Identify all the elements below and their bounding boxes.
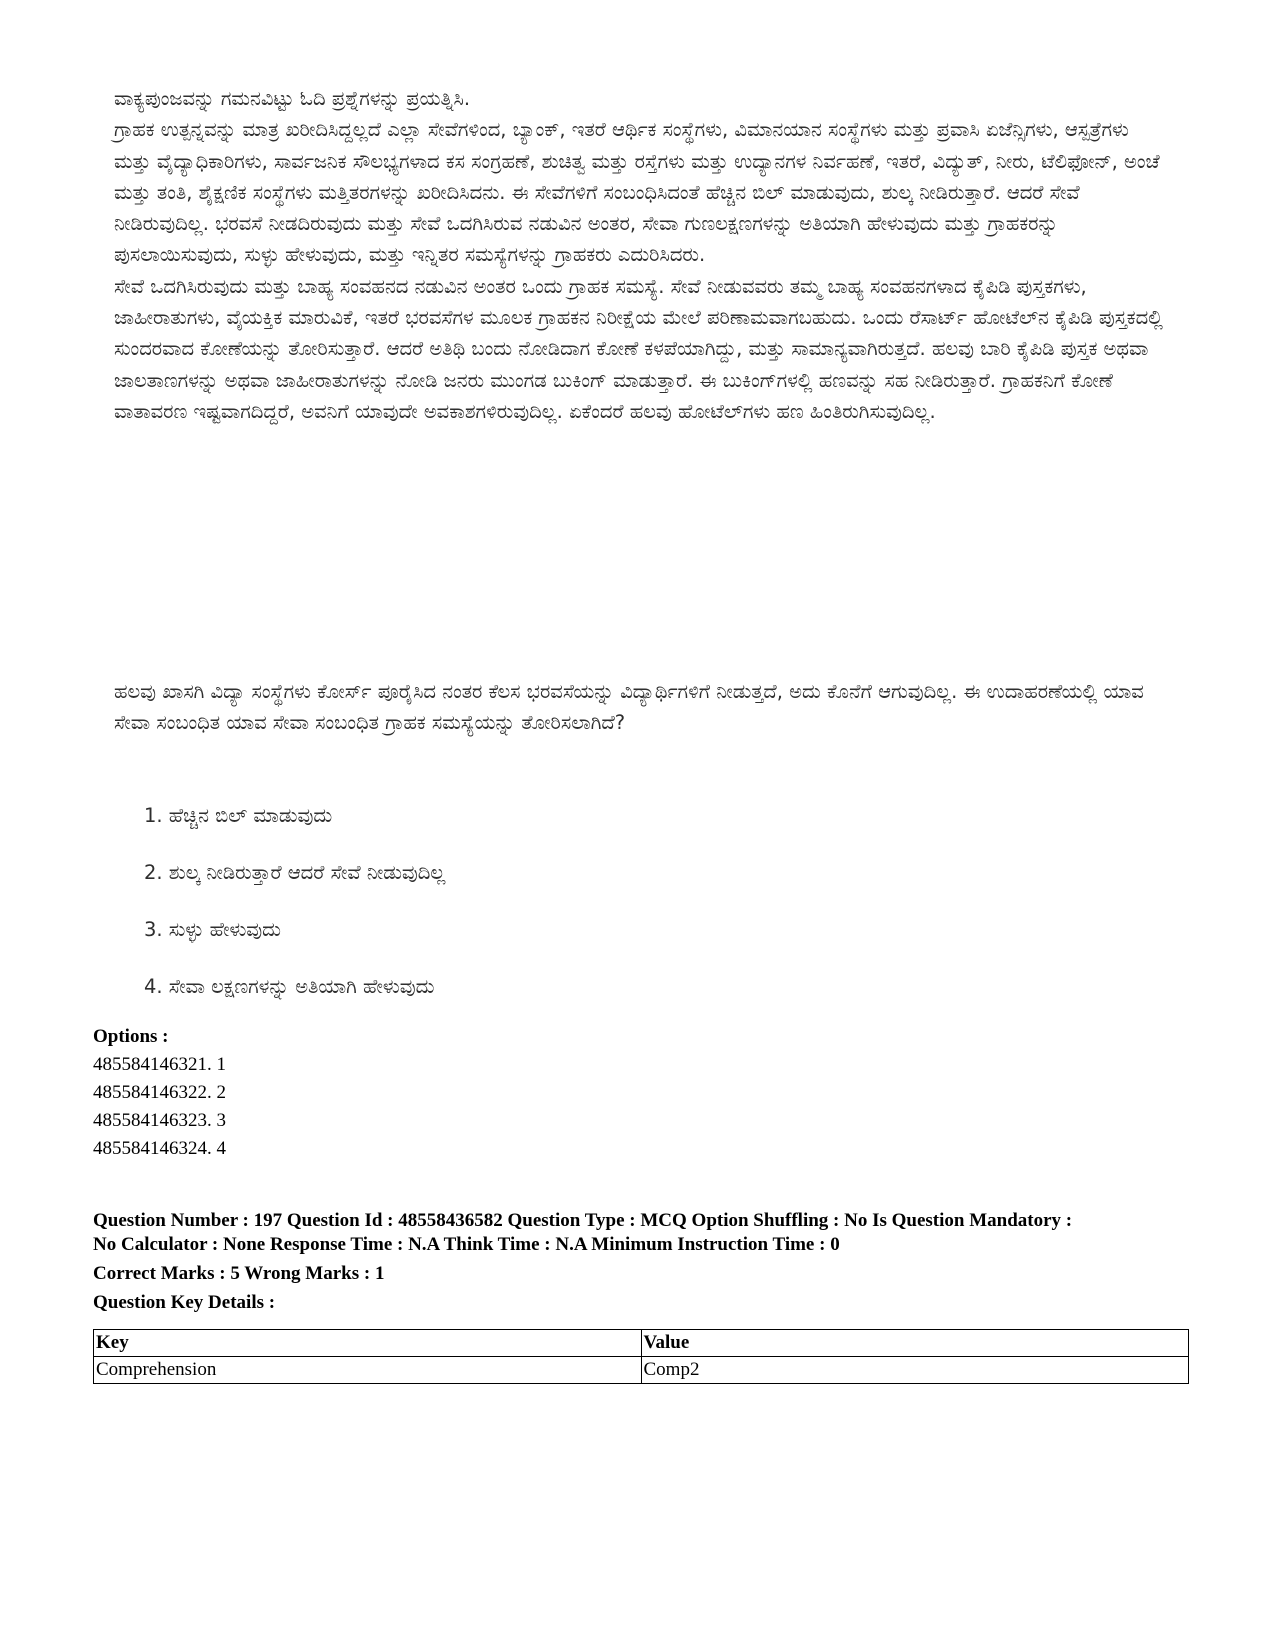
comprehension-passage — [114, 83, 1164, 427]
options-block — [93, 1023, 226, 1163]
column-header-key: Key — [94, 1330, 642, 1357]
question-text: ಹಲವು ಖಾಸಗಿ ವಿದ್ಯಾ ಸಂಸ್ಥೆಗಳು ಕೋರ್ಸ್ ಪೂರೈಸಿದ ನಂತರ ಕೆಲಸ ಭರವಸೆಯನ್ನು ವಿದ್ಯಾರ್ಥಿಗಳಿಗೆ ನೀಡುತ್ತದೆ, ಅದು ಕೊನೆಗೆ ಆಗುವುದಿಲ್ಲ. ಈ ಉದಾಹರಣೆಯಲ್ಲಿ ಯಾವ ಸೇವಾ ಸಂಬಂಧಿತ ಯಾವ ಸೇವಾ ಸಂಬಂಧಿತ ಗ್ರಾಹಕ ಸಮಸ್ಯೆಯನ್ನು ತೋರಿಸಲಾಗಿದೆ? — [114, 680, 1144, 734]
passage-paragraph-1: ಗ್ರಾಹಕ ಉತ್ಪನ್ನವನ್ನು ಮಾತ್ರ ಖರೀದಿಸಿದ್ದಲ್ಲದೆ ಎಲ್ಲಾ ಸೇವೆಗಳಿಂದ, ಬ್ಯಾಂಕ್, ಇತರೆ ಆರ್ಥಿಕ ಸಂಸ್ಥೆಗಳು, ವಿಮಾನಯಾನ ಸಂಸ್ಥೆಗಳು ಮತ್ತು ಪ್ರವಾಸಿ ಏಜೆನ್ಸಿಗಳು, ಆಸ್ಪತ್ರೆಗಳು ಮತ್ತು ವೈದ್ಯಾಧಿಕಾರಿಗಳು, ಸಾರ್ವಜನಿಕ ಸೌಲಭ್ಯಗಳಾದ ಕಸ ಸಂಗ್ರಹಣೆ, ಶುಚಿತ್ವ ಮತ್ತು ರಸ್ತೆಗಳು ಮತ್ತು ಉದ್ಯಾನಗಳ ನಿರ್ವಹಣೆ, ಇತರೆ, ವಿದ್ಯುತ್, ನೀರು, ಟೆಲಿಫೋನ್, ಅಂಚೆ ಮತ್ತು ತಂತಿ, ಶೈಕ್ಷಣಿಕ ಸಂಸ್ಥೆಗಳು ಮತ್ತಿತರಗಳನ್ನು ಖರೀದಿಸಿದನು. ಈ ಸೇವೆಗಳಿಗೆ ಸಂಬಂಧಿಸಿದಂತೆ ಹೆಚ್ಚಿನ ಬಿಲ್ ಮಾಡುವುದು, ಶುಲ್ಕ ನೀಡಿರುತ್ತಾರೆ. ಆದರೆ ಸೇವೆ ನೀಡಿರುವುದಿಲ್ಲ. ಭರವಸೆ ನೀಡದಿರುವುದು ಮತ್ತು ಸೇವೆ ಒದಗಿಸಿರುವ ನಡುವಿನ ಅಂತರ, ಸೇವಾ ಗುಣಲಕ್ಷಣಗಳನ್ನು ಅತಿಯಾಗಿ ಹೇಳುವುದು ಮತ್ತು ಗ್ರಾಹಕರನ್ನು ಪುಸಲಾಯಿಸುವುದು, ಸುಳ್ಳು ಹೇಳುವುದು, ಮತ್ತು ಇನ್ನಿತರ ಸಮಸ್ಯೆಗಳನ್ನು ಗ್ರಾಹಕರು ಎದುರಿಸಿದರು. — [114, 118, 1160, 267]
metadata-line-2: No Calculator : None Response Time : N.A Think Time : N.A Minimum Instruction Time : 0 — [93, 1234, 840, 1255]
table-row — [94, 1357, 1189, 1384]
table-cell-key: Comprehension — [94, 1357, 642, 1384]
table-cell-value: Comp2 — [641, 1357, 1189, 1384]
answer-choice-1: 1. ಹೆಚ್ಚಿನ ಬಿಲ್ ಮಾಡುವುದು — [144, 804, 333, 827]
option-item: 485584146322. 2 — [93, 1082, 226, 1103]
question-metadata — [93, 1209, 1193, 1315]
passage-paragraph-2: ಸೇವೆ ಒದಗಿಸಿರುವುದು ಮತ್ತು ಬಾಹ್ಯ ಸಂವಹನದ ನಡುವಿನ ಅಂತರ ಒಂದು ಗ್ರಾಹಕ ಸಮಸ್ಯೆ. ಸೇವೆ ನೀಡುವವರು ತಮ್ಮ ಬಾಹ್ಯ ಸಂವಹನಗಳಾದ ಕೈಪಿಡಿ ಪುಸ್ತಕಗಳು, ಜಾಹೀರಾತುಗಳು, ವೈಯಕ್ತಿಕ ಮಾರುವಿಕೆ, ಇತರೆ ಭರವಸೆಗಳ ಮೂಲಕ ಗ್ರಾಹಕನ ನಿರೀಕ್ಷೆಯ ಮೇಲೆ ಪರಿಣಾಮವಾಗಬಹುದು. ಒಂದು ರೆಸಾರ್ಟ್ ಹೋಟೆಲ್‌ನ ಕೈಪಿಡಿ ಪುಸ್ತಕದಲ್ಲಿ ಸುಂದರವಾದ ಕೋಣೆಯನ್ನು ತೋರಿಸುತ್ತಾರೆ. ಆದರೆ ಅತಿಥಿ ಬಂದು ನೋಡಿದಾಗ ಕೋಣೆ ಕಳಪೆಯಾಗಿದ್ದು, ಮತ್ತು ಸಾಮಾನ್ಯವಾಗಿರುತ್ತದೆ. ಹಲವು ಬಾರಿ ಕೈಪಿಡಿ ಪುಸ್ತಕ ಅಥವಾ ಜಾಲತಾಣಗಳನ್ನು ಅಥವಾ ಜಾಹೀರಾತುಗಳನ್ನು ನೋಡಿ ಜನರು ಮುಂಗಡ ಬುಕಿಂಗ್ ಮಾಡುತ್ತಾರೆ. ಈ ಬುಕಿಂಗ್‌ಗಳಲ್ಲಿ ಹಣವನ್ನು ಸಹ ನೀಡಿರುತ್ತಾರೆ. ಗ್ರಾಹಕನಿಗೆ ಕೋಣೆ ವಾತಾವರಣ ಇಷ್ಟವಾಗದಿದ್ದರೆ, ಅವನಿಗೆ ಯಾವುದೇ ಅವಕಾಶಗಳಿರುವುದಿಲ್ಲ. ಏಕೆಂದರೆ ಹಲವು ಹೋಟೆಲ್‌ಗಳು ಹಣ ಹಿಂತಿರುಗಿಸುವುದಿಲ್ಲ. — [114, 274, 1163, 423]
answer-choice-2: 2. ಶುಲ್ಕ ನೀಡಿರುತ್ತಾರೆ ಆದರೆ ಸೇವೆ ನೀಡುವುದಿಲ್ಲ — [144, 861, 446, 884]
answer-choice-4: 4. ಸೇವಾ ಲಕ್ಷಣಗಳನ್ನು ಅತಿಯಾಗಿ ಹೇಳುವುದು — [144, 975, 435, 998]
passage-instruction: ವಾಕ್ಯಪುಂಜವನ್ನು ಗಮನವಿಟ್ಟು ಓದಿ ಪ್ರಶ್ನೆಗಳನ್ನು ಪ್ರಯತ್ನಿಸಿ. — [114, 87, 471, 110]
options-heading: Options : — [93, 1026, 169, 1047]
metadata-line-1: Question Number : 197 Question Id : 48558436582 Question Type : MCQ Option Shuffling : No Is Question Mandatory : — [93, 1210, 1073, 1231]
option-item: 485584146321. 1 — [93, 1054, 226, 1075]
column-header-value: Value — [641, 1330, 1189, 1357]
key-details-heading: Question Key Details : — [93, 1292, 276, 1313]
question-key-table — [93, 1329, 1189, 1384]
answer-choices — [144, 800, 445, 1028]
table-header-row — [94, 1330, 1189, 1357]
marks-line: Correct Marks : 5 Wrong Marks : 1 — [93, 1263, 385, 1284]
answer-choice-3: 3. ಸುಳ್ಳು ಹೇಳುವುದು — [144, 918, 281, 941]
option-item: 485584146323. 3 — [93, 1110, 226, 1131]
option-item: 485584146324. 4 — [93, 1138, 226, 1159]
